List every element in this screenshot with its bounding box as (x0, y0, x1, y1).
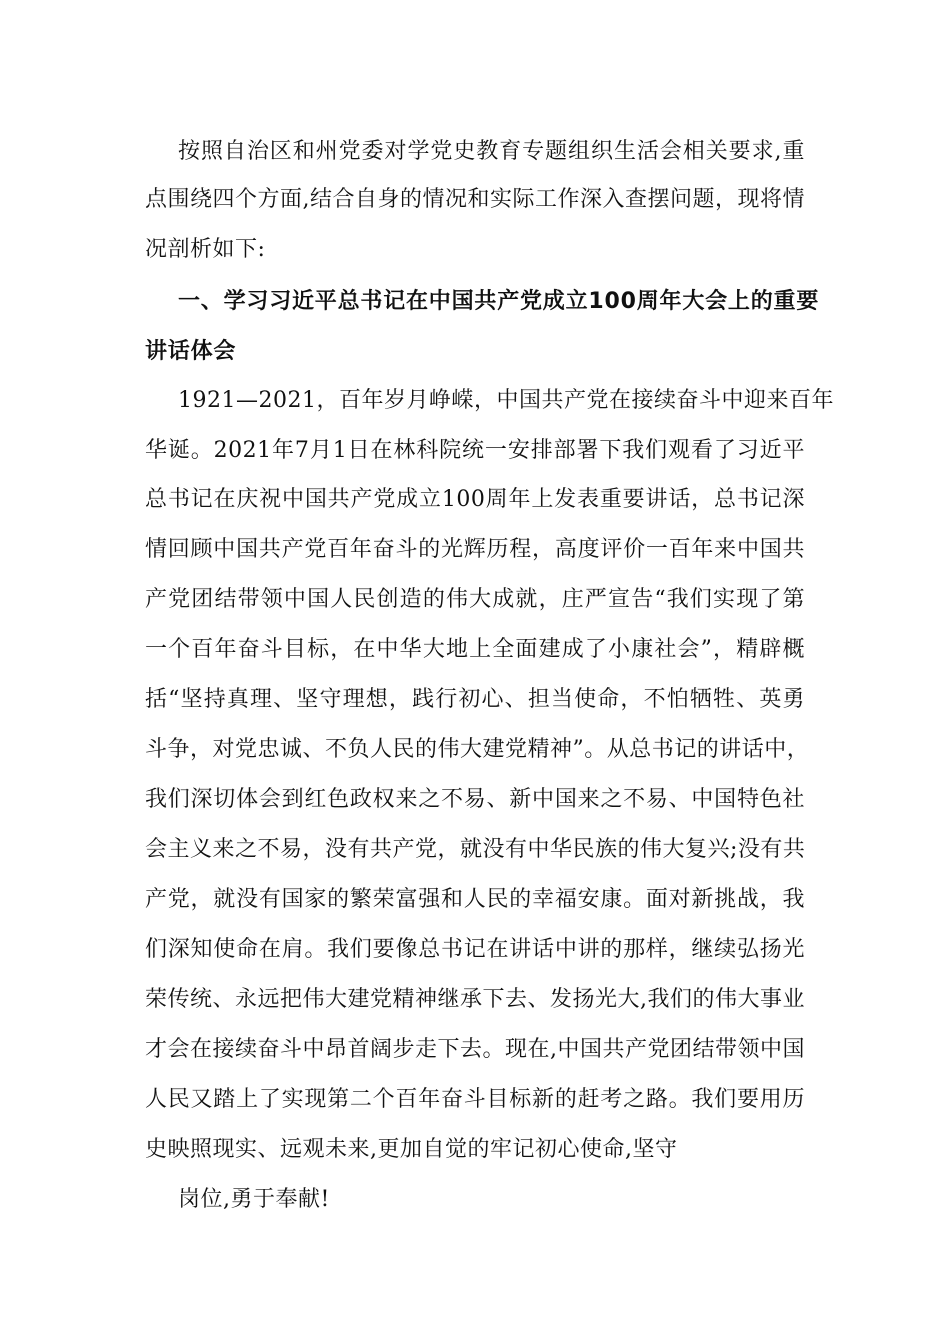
paragraph-line: 才会在接续奋斗中昂首阔步走下去。现在,中国共产党团结带领中国 (145, 1037, 805, 1062)
paragraph-line: 情回顾中国共产党百年奋斗的光辉历程，高度评价一百年来中国共 (145, 537, 805, 562)
paragraph-line: 会主义来之不易，没有共产党，就没有中华民族的伟大复兴;没有共 (145, 837, 806, 862)
paragraph-line: 总书记在庆祝中国共产党成立100周年上发表重要讲话，总书记深 (145, 487, 805, 512)
paragraph-line: 况剖析如下: (145, 237, 266, 262)
paragraph-line: 我们深切体会到红色政权来之不易、新中国来之不易、中国特色社 (145, 787, 805, 812)
paragraph-line: 荣传统、永远把伟大建党精神继承下去、发扬光大,我们的伟大事业 (145, 987, 805, 1012)
paragraph-line: 点围绕四个方面,结合自身的情况和实际工作深入查摆问题，现将情 (145, 187, 805, 212)
paragraph-line: 们深知使命在肩。我们要像总书记在讲话中讲的那样，继续弘扬光 (145, 937, 805, 962)
paragraph-line: 华诞。2021年7月1日在林科院统一安排部署下我们观看了习近平 (145, 438, 805, 463)
paragraph-line: 斗争，对党忠诚、不负人民的伟大建党精神”。从总书记的讲话中， (145, 737, 810, 762)
paragraph-line: 1921—2021，百年岁月峥嵘，中国共产党在接续奋斗中迎来百年 (178, 388, 834, 413)
paragraph-line: 产党，就没有国家的繁荣富强和人民的幸福安康。面对新挑战，我 (145, 887, 805, 912)
section-heading: 一、学习习近平总书记在中国共产党成立100周年大会上的重要 (178, 289, 820, 314)
paragraph-line: 括“坚持真理、坚守理想，践行初心、担当使命，不怕牺牲、英勇 (145, 687, 805, 712)
paragraph-line: 人民又踏上了实现第二个百年奋斗目标新的赶考之路。我们要用历 (145, 1087, 805, 1112)
paragraph-line: 产党团结带领中国人民创造的伟大成就，庄严宣告“我们实现了第 (145, 587, 805, 612)
paragraph-line: 按照自治区和州党委对学党史教育专题组织生活会相关要求,重 (178, 139, 805, 164)
paragraph-line: 一个百年奋斗目标，在中华大地上全面建成了小康社会”，精辟概 (145, 637, 805, 662)
section-heading: 讲话体会 (145, 339, 237, 364)
paragraph-line: 史映照现实、远观未来,更加自觉的牢记初心使命,坚守 (145, 1137, 678, 1162)
paragraph-line: 岗位,勇于奉献! (178, 1187, 330, 1212)
